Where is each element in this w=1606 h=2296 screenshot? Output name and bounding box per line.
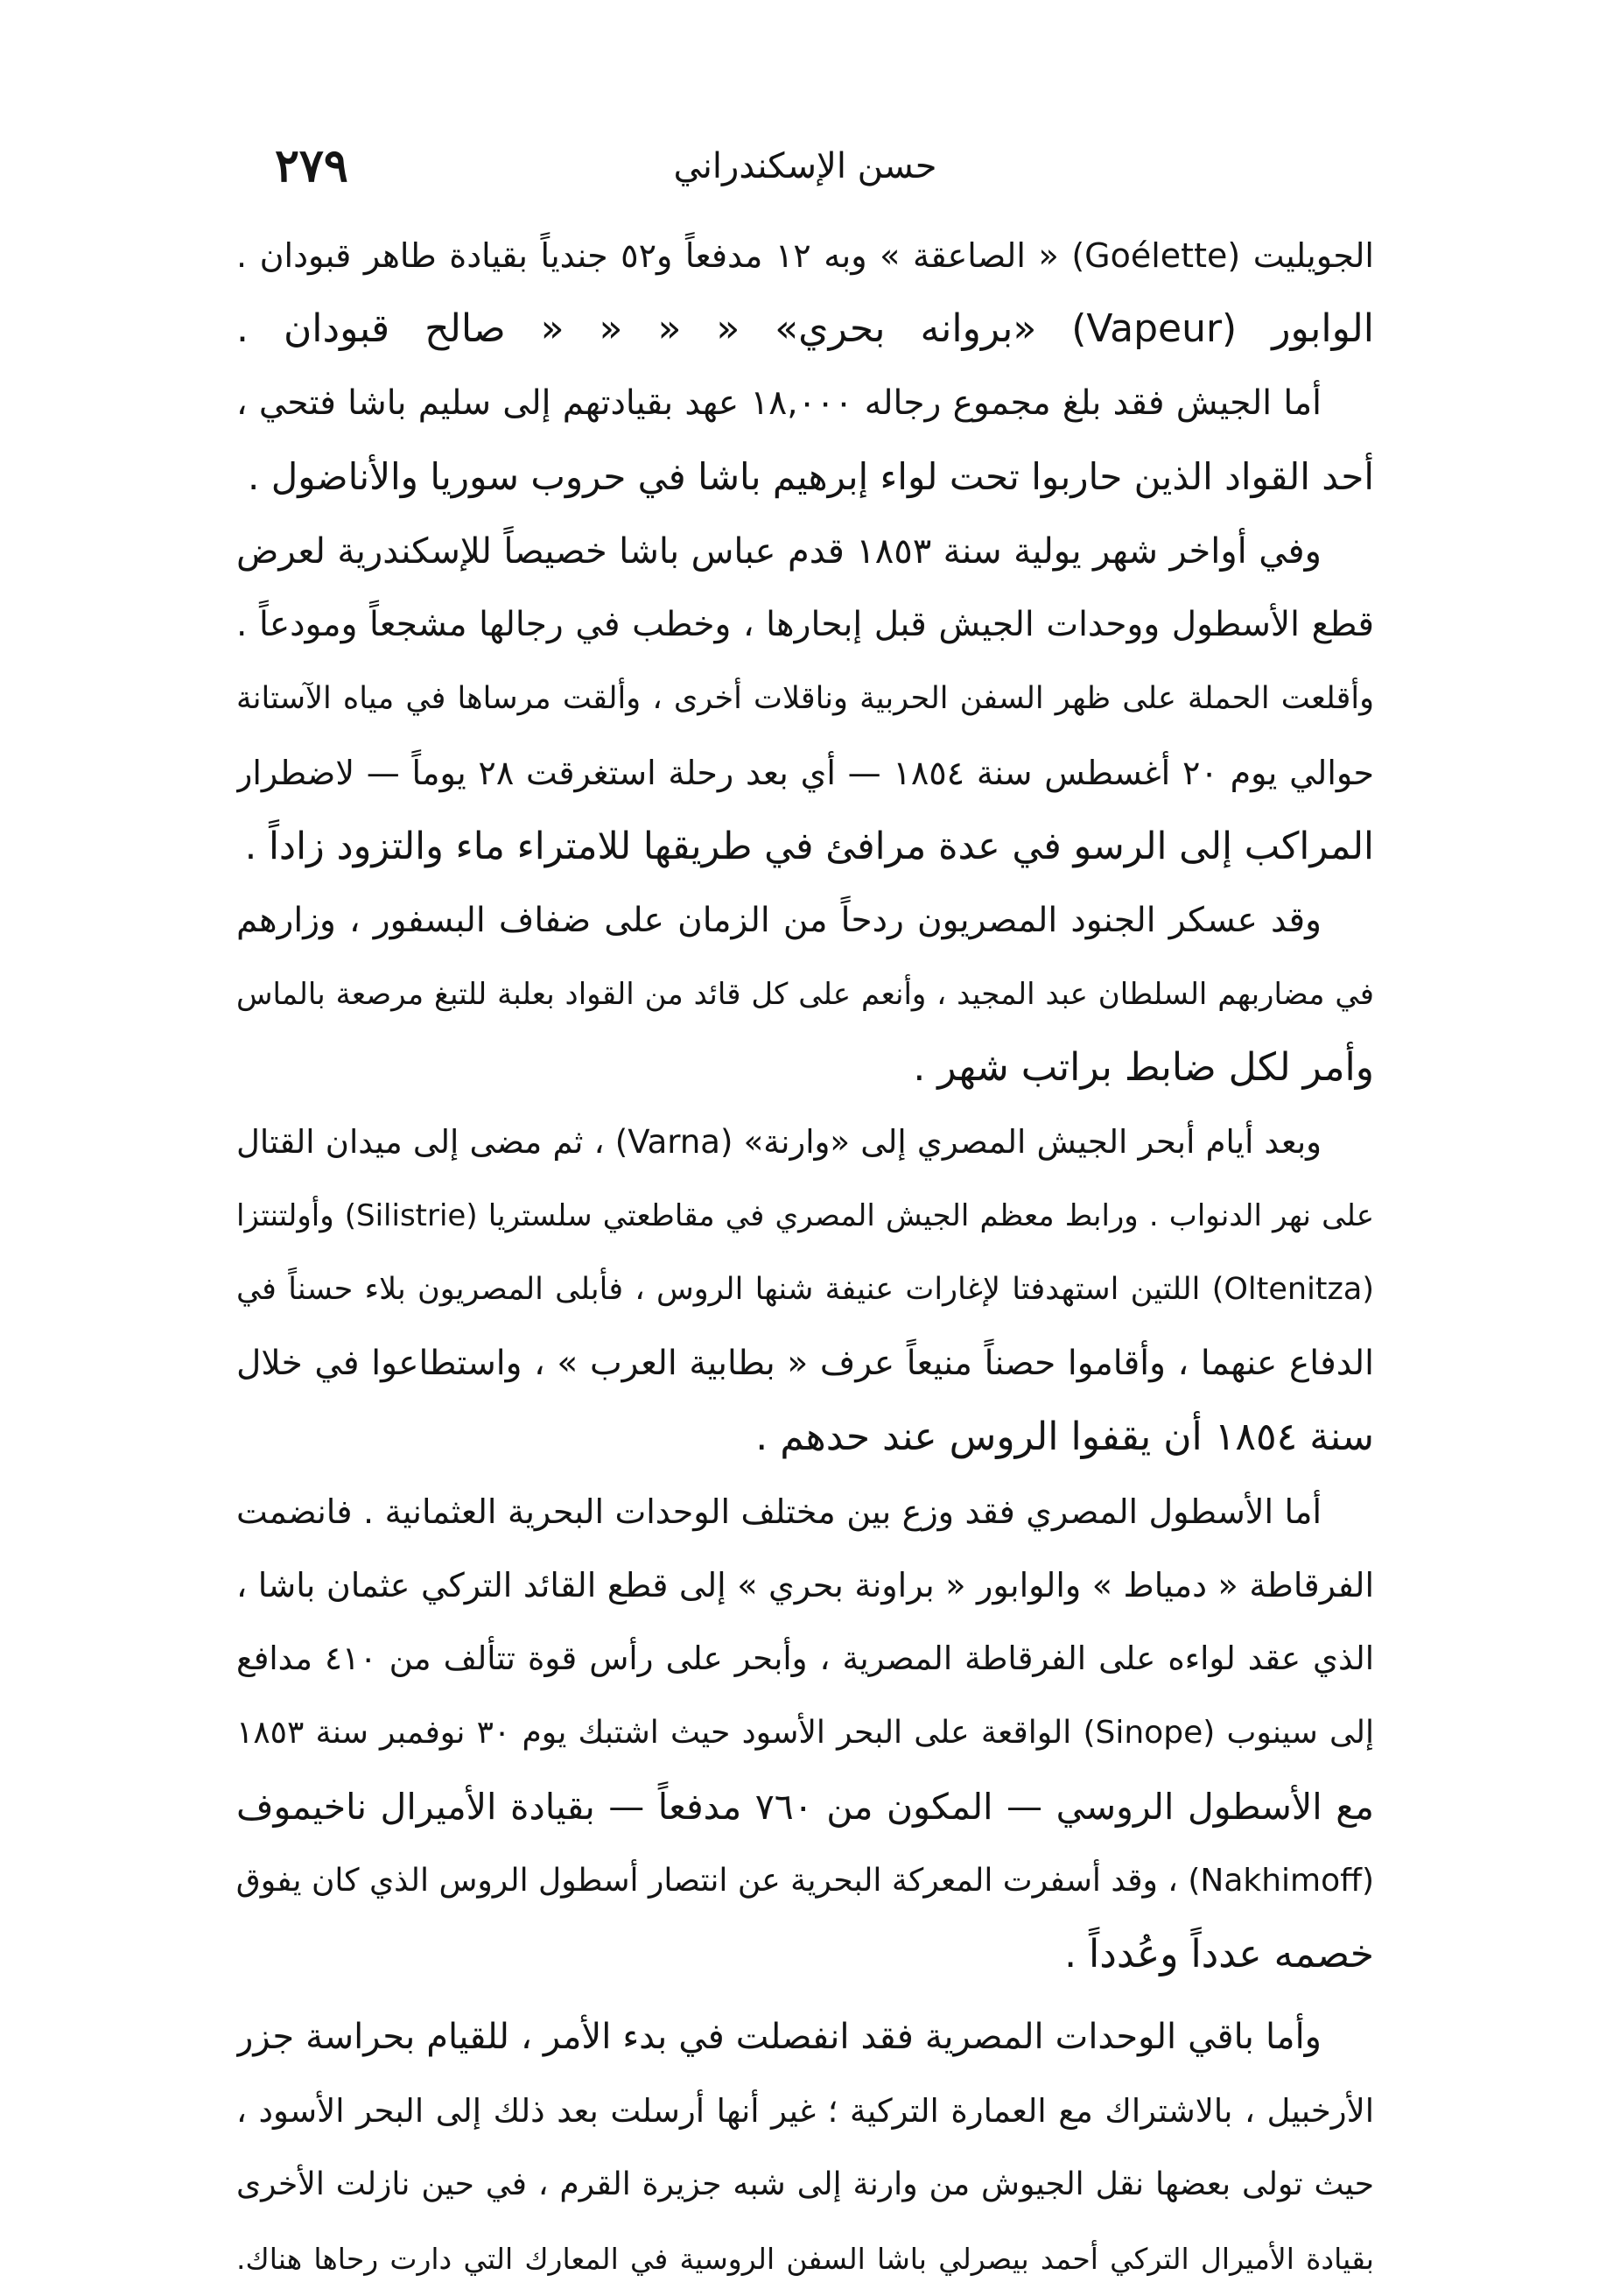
- paragraph-gap: [236, 1991, 1374, 2000]
- text-line: (Nakhimoff) ، وقد أسفرت المعركة البحرية عن انتصار أسطول الروس الذي كان يفوق: [236, 1862, 1374, 1899]
- text-line: قطع الأسطول ووحدات الجيش قبل إبحارها ، وخطب في رجالها مشجعاً ومودعاً .: [236, 604, 1374, 644]
- paragraph-first-line: وفي أواخر شهر يولية سنة ١٨٥٣ قدم عباس باشا خصيصاً للإسكندرية لعرض: [236, 530, 1322, 572]
- paragraph-first-line: أما الجيش فقد بلغ مجموع رجاله ١٨,٠٠٠ عهد بقيادتهم إلى سليم باشا فتحي ،: [236, 383, 1322, 423]
- text-line: (Oltenitza) اللتين استهدفتا لإغارات عنيفة شنها الروس ، فأبلى المصريون بلاء حسناً في: [236, 1272, 1374, 1308]
- text-line: الأرخبيل ، بالاشتراك مع العمارة التركية ؛ غير أنها أرسلت بعد ذلك إلى البحر الأسود ،: [236, 2091, 1374, 2130]
- text-line: الفرقاطة « دمياط » والوابور « براونة بحري » إلى قطع القائد التركي عثمان باشا ،: [236, 1566, 1374, 1605]
- text-line: الوابور (Vapeur) «بروانه بحري» « « « « صالح قبودان .: [236, 306, 1374, 352]
- text-line: الذي عقد لواءه على الفرقاطة المصرية ، وأبحر على رأس قوة تتألف من ٤١٠ مدافع: [236, 1639, 1374, 1678]
- text-line: بقيادة الأميرال التركي أحمد بيصرلي باشا السفن الروسية في المعارك التي دارت رحاها هناك.: [236, 2241, 1374, 2276]
- paragraph-first-line: أما الأسطول المصري فقد وزع بين مختلف الوحدات البحرية العثمانية . فانضمت: [236, 1492, 1322, 1531]
- paragraph-first-line: وأما باقي الوحدات المصرية فقد انفصلت في بدء الأمر ، للقيام بحراسة جزر: [236, 2017, 1322, 2058]
- text-line: الدفاع عنهما ، وأقاموا حصناً منيعاً عرف « بطابية العرب » ، واستطاعوا في خلال: [236, 1343, 1374, 1383]
- text-line: وأقلعت الحملة على ظهر السفن الحربية وناقلات أخرى ، وألقت مرساها في مياه الآستانة: [236, 681, 1374, 717]
- text-line: على نهر الدنواب . ورابط معظم الجيش المصري في مقاطعتي سلستريا (Silistrie) وأولتنتزا: [236, 1198, 1374, 1234]
- paragraph-first-line: وبعد أيام أبحر الجيش المصري إلى «وارنة» (Varna) ، ثم مضى إلى ميدان القتال: [236, 1122, 1322, 1161]
- text-line: في مضاربهم السلطان عبد المجيد ، وأنعم على كل قائد من القواد بعلبة للتبغ مرصعة بالماس: [236, 976, 1374, 1012]
- text-line: الجويليت (Goélette) « الصاعقة » وبه ١٢ مدفعاً و٥٢ جندياً بقيادة طاهر قبودان .: [236, 236, 1374, 275]
- text-line: حوالي يوم ٢٠ أغسطس سنة ١٨٥٤ — أي بعد رحلة استغرقت ٢٨ يوماً — لاضطرار: [236, 753, 1374, 792]
- text-line: حيث تولى بعضها نقل الجيوش من وارنة إلى شبه جزيرة القرم ، في حين نازلت الأخرى: [236, 2166, 1374, 2203]
- paragraph-last-line: وأمر لكل ضابط براتب شهر .: [913, 1045, 1374, 1091]
- running-title: حسن الإسكندراني: [673, 146, 937, 186]
- paragraph-last-line: خصمه عدداً وعُدداً .: [1064, 1931, 1374, 1977]
- text-line: مع الأسطول الروسي — المكون من ٧٦٠ مدفعاً — بقيادة الأميرال ناخيموف: [236, 1786, 1374, 1829]
- body-text: [236, 219, 1374, 2296]
- page-number: ٢٧٩: [275, 139, 348, 193]
- page-header: [254, 131, 1357, 201]
- paragraph-last-line: المراكب إلى الرسو في عدة مرافئ في طريقها للامتراء ماء والتزود زاداً .: [244, 825, 1374, 869]
- text-line: إلى سينوب (Sinope) الواقعة على البحر الأسود حيث اشتبك يوم ٣٠ نوفمبر سنة ١٨٥٣: [236, 1714, 1374, 1751]
- paragraph-first-line: وقد عسكر الجنود المصريون ردحاً من الزمان على ضفاف البسفور ، وزارهم: [236, 900, 1322, 940]
- paragraph-last-line: أحد القواد الذين حاربوا تحت لواء إبرهيم باشا في حروب سوريا والأناضول .: [248, 455, 1374, 499]
- paragraph-last-line: سنة ١٨٥٤ أن يقفوا الروس عند حدهم .: [755, 1415, 1374, 1460]
